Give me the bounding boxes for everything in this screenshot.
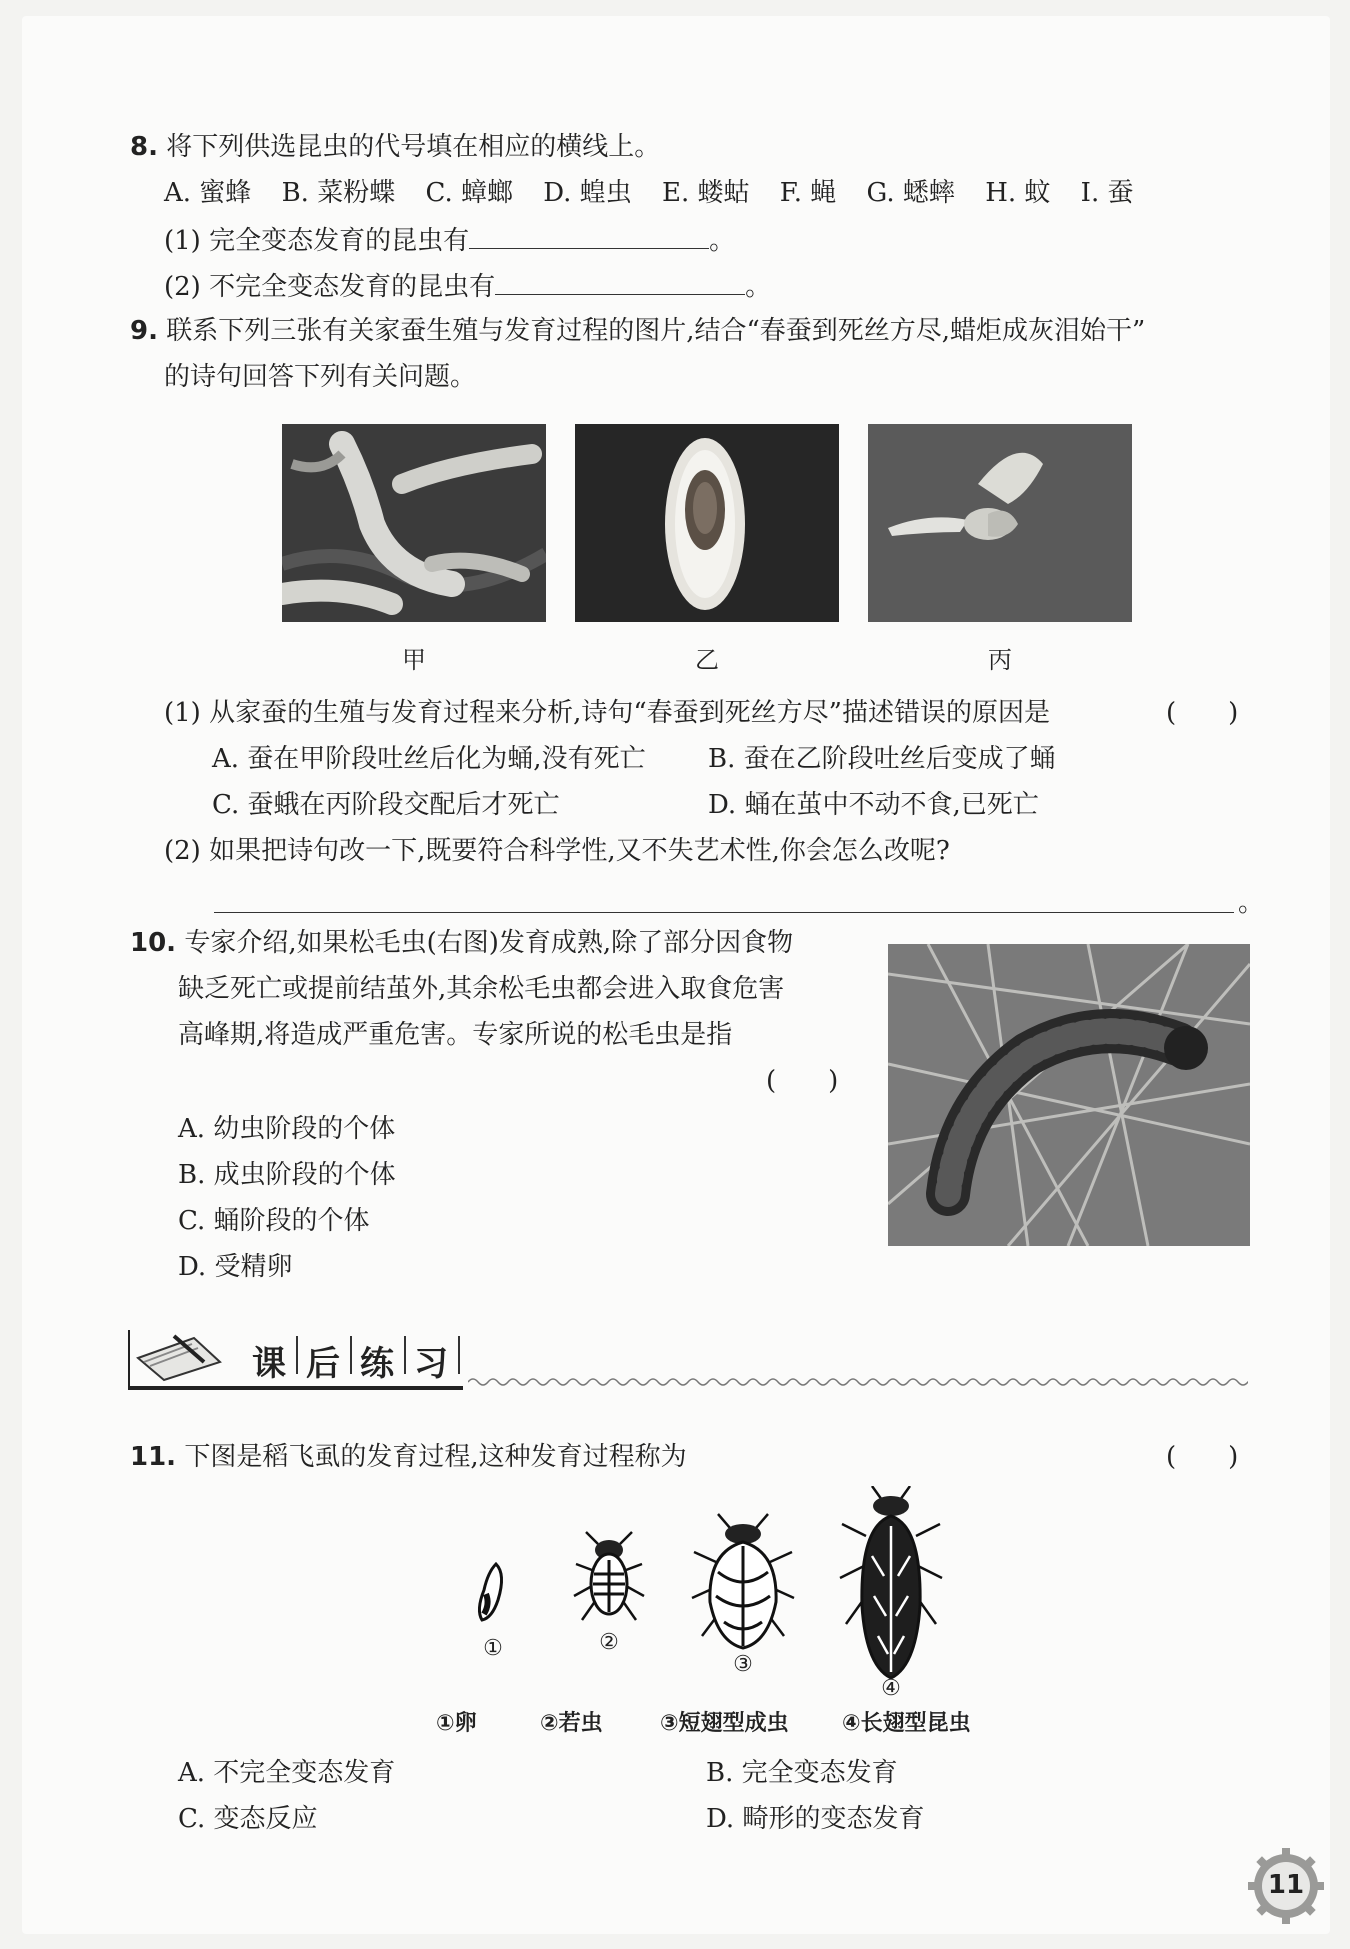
q8-option: G. 蟋蟀: [866, 178, 955, 208]
cocoon-pupa-photo: [575, 424, 839, 622]
q10-answer-paren[interactable]: ( ): [766, 1066, 839, 1096]
section-char: 练: [360, 1344, 394, 1384]
q8-sub1: [164, 222, 735, 258]
q8-number: 8.: [130, 132, 158, 162]
notebook-pencil-icon: [134, 1332, 226, 1382]
stage-label: ①卵: [436, 1711, 477, 1736]
q8-option: I. 蚕: [1080, 178, 1134, 208]
section-separator: [404, 1336, 406, 1374]
q10-stem-line3: 高峰期,将造成严重危害。专家所说的松毛虫是指: [178, 1020, 733, 1050]
q10-stem-text-1: 专家介绍,如果松毛虫(右图)发育成熟,除了部分因食物: [184, 928, 794, 958]
q8-sub1-text: (1) 完全变态发育的昆虫有: [164, 226, 470, 256]
stage-number: ④: [881, 1676, 901, 1701]
q11-option-c: C. 变态反应: [178, 1804, 318, 1834]
q9-sub1: (1) 从家蚕的生殖与发育过程来分析,诗句“春蚕到死丝方尽”描述错误的原因是: [164, 698, 1050, 728]
q8-option: D. 蝗虫: [543, 178, 632, 208]
q9-option-c: C. 蚕蛾在丙阶段交配后才死亡: [212, 790, 560, 820]
q10-number: 10.: [130, 928, 177, 958]
long-winged-insect-illustration: [836, 1486, 946, 1682]
short-winged-adult-illustration: [688, 1512, 798, 1652]
page-number: 11: [1267, 1870, 1305, 1900]
section-header-after-class-practice: [128, 1326, 1248, 1392]
q9-option-b: B. 蚕在乙阶段吐丝后变成了蛹: [708, 744, 1056, 774]
q8-stem-text: 将下列供选昆虫的代号填在相应的横线上。: [166, 132, 661, 162]
caption-yi: 乙: [695, 646, 719, 674]
q10-option-c: C. 蛹阶段的个体: [178, 1206, 370, 1236]
q11-stem-text: 下图是稻飞虱的发育过程,这种发育过程称为: [184, 1442, 687, 1472]
q8-option: B. 菜粉蝶: [281, 178, 396, 208]
q8-option: H. 蚊: [985, 178, 1051, 208]
q8-sub1-end: 。: [709, 226, 736, 256]
silkworm-larvae-photo: [282, 424, 546, 622]
stage-label: ②若虫: [540, 1711, 603, 1736]
egg-illustration: [472, 1560, 512, 1626]
q8-option: A. 蜜蜂: [164, 178, 252, 208]
q9-number: 9.: [130, 316, 158, 346]
q11-answer-paren[interactable]: ( ): [1166, 1442, 1239, 1472]
stage-number: ②: [599, 1630, 619, 1655]
stage-label: ③短翅型成虫: [660, 1711, 789, 1736]
stage-number: ③: [733, 1652, 753, 1677]
page-number-badge: [1248, 1848, 1324, 1924]
q8-option: E. 蝼蛄: [661, 178, 750, 208]
section-separator: [350, 1336, 352, 1374]
q9-stem-line2: 的诗句回答下列有关问题。: [164, 362, 477, 392]
q8-stem: [130, 130, 660, 164]
q8-answer-blank-2[interactable]: [495, 268, 745, 295]
caption-jia: 甲: [402, 646, 426, 674]
q10-stem-line1: [130, 926, 793, 960]
stage-number: ①: [483, 1636, 503, 1661]
q11-stem: [130, 1440, 687, 1474]
q11-option-b: B. 完全变态发育: [706, 1758, 898, 1788]
q9-answer-line[interactable]: [214, 912, 1234, 913]
q9-stem-text-1: 联系下列三张有关家蚕生殖与发育过程的图片,结合“春蚕到死丝方尽,蜡炬成灰泪始干”: [166, 316, 1146, 346]
q8-answer-blank-1[interactable]: [469, 222, 709, 249]
section-char: 后: [306, 1344, 340, 1384]
q8-sub2-end: 。: [745, 272, 772, 302]
q9-option-d: D. 蛹在茧中不动不食,已死亡: [708, 790, 1039, 820]
nymph-illustration: [572, 1530, 646, 1626]
silk-moth-photo: [868, 424, 1132, 622]
q11-option-a: A. 不完全变态发育: [178, 1758, 396, 1788]
q9-sub2-end: 。: [1238, 888, 1265, 918]
section-separator: [296, 1336, 298, 1374]
section-char: 课: [252, 1344, 286, 1384]
q9-sub2: (2) 如果把诗句改一下,既要符合科学性,又不失艺术性,你会怎么改呢?: [164, 836, 950, 866]
q8-option: C. 蟑螂: [425, 178, 513, 208]
q11-number: 11.: [130, 1442, 177, 1472]
q8-option: F. 蝇: [779, 178, 837, 208]
q8-sub2-text: (2) 不完全变态发育的昆虫有: [164, 272, 496, 302]
section-char: 习: [414, 1344, 448, 1384]
q9-answer-paren[interactable]: ( ): [1166, 698, 1239, 728]
q10-option-b: B. 成虫阶段的个体: [178, 1160, 396, 1190]
stage-label: ④长翅型昆虫: [842, 1711, 971, 1736]
q10-stem-line2: 缺乏死亡或提前结茧外,其余松毛虫都会进入取食危害: [178, 974, 785, 1004]
q11-option-d: D. 畸形的变态发育: [706, 1804, 925, 1834]
q8-options: [164, 176, 1155, 210]
q9-option-a: A. 蚕在甲阶段吐丝后化为蛹,没有死亡: [212, 744, 646, 774]
q10-option-a: A. 幼虫阶段的个体: [178, 1114, 396, 1144]
pine-caterpillar-photo: [888, 944, 1250, 1246]
q8-sub2: [164, 268, 771, 304]
wavy-divider: [468, 1376, 1248, 1388]
q9-stem-line1: [130, 314, 1145, 348]
section-separator: [458, 1336, 460, 1374]
caption-bing: 丙: [988, 646, 1012, 674]
q10-option-d: D. 受精卵: [178, 1252, 293, 1282]
